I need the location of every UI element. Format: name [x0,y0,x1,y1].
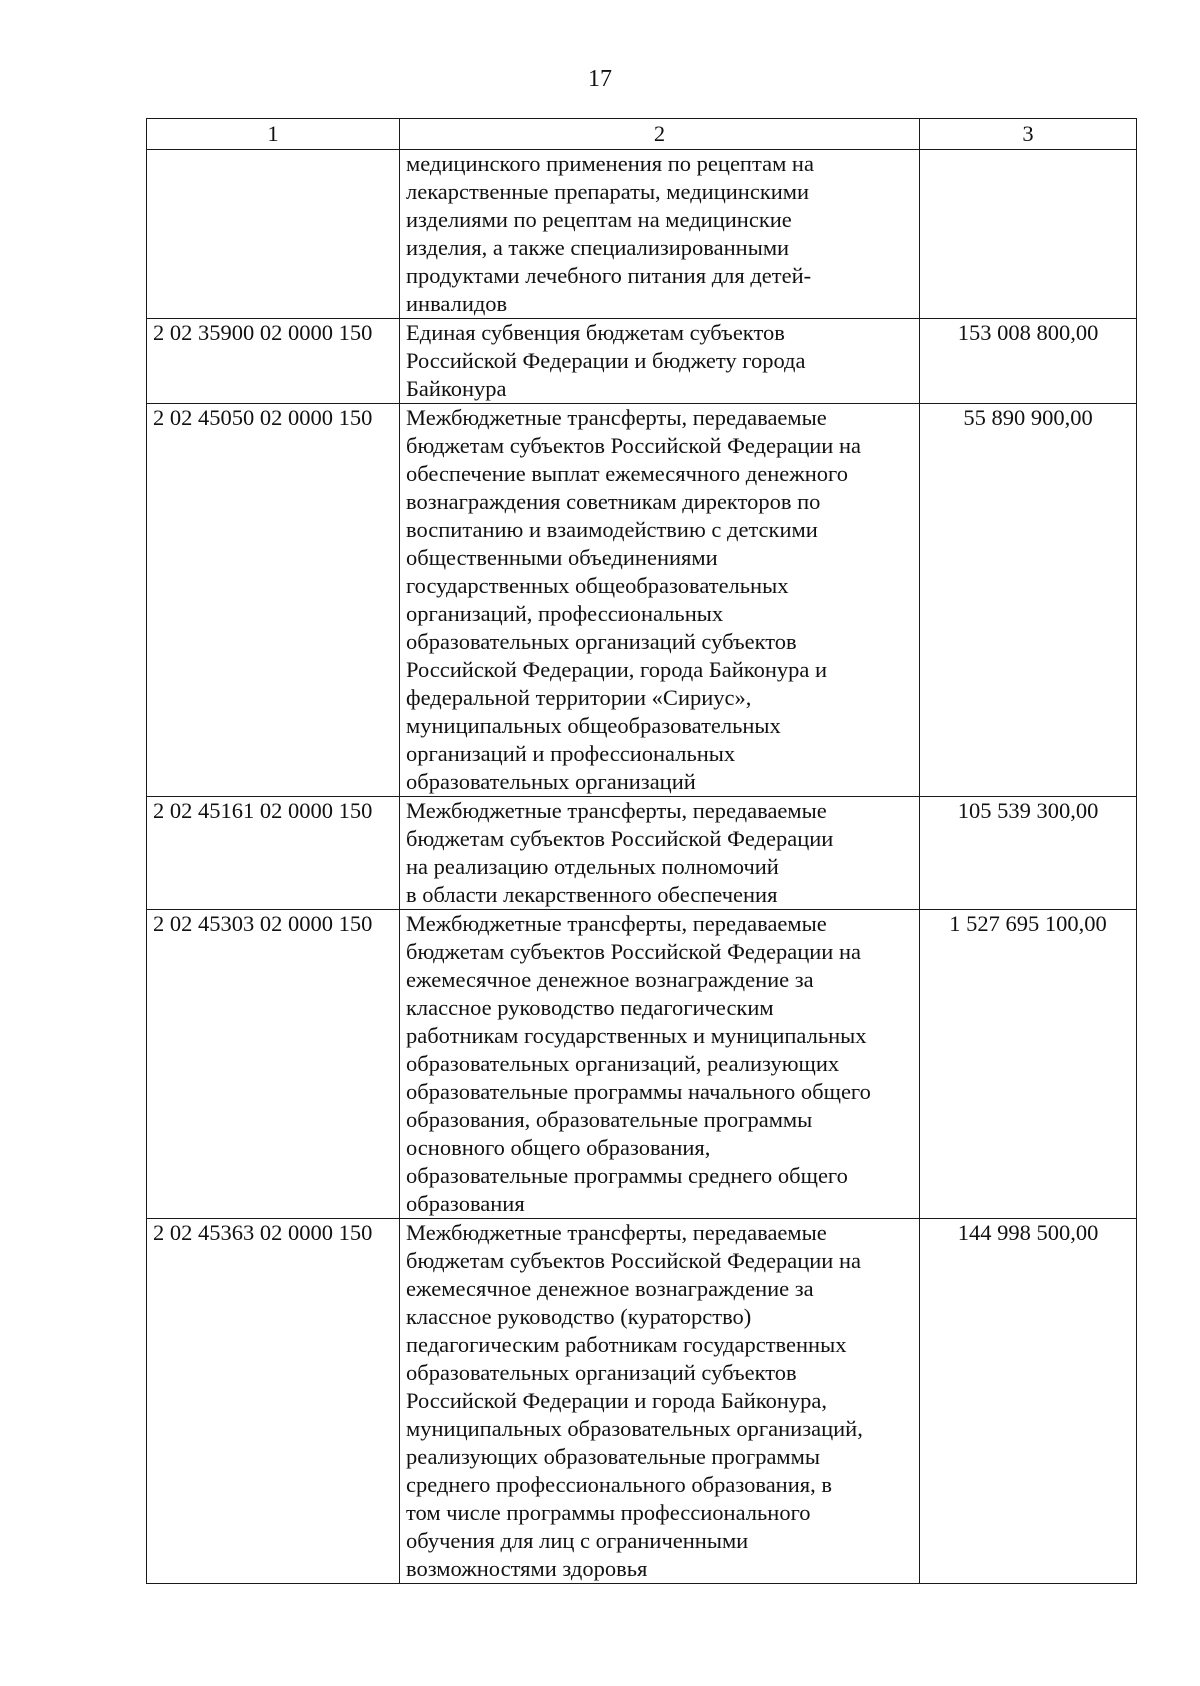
description-line: возможностями здоровья [406,1556,648,1581]
description-line: общественными объединениями [406,545,718,570]
description-line: вознаграждения советникам директоров по [406,489,821,514]
description-line: обеспечение выплат ежемесячного денежного [406,461,848,486]
column-header-amount: 3 [920,119,1137,150]
description-cell [400,404,920,797]
description-line: продуктами лечебного питания для детей- [406,263,812,288]
budget-code-cell: 2 02 45303 02 0000 150 [147,910,400,1219]
description-line: образовательные программы среднего общего [406,1163,848,1188]
table-header-row [147,119,1137,150]
description-line: Российской Федерации и бюджету города [406,348,806,373]
description-line: классное руководство (кураторство) [406,1304,752,1329]
description-line: образовательных организаций субъектов [406,1360,797,1385]
description-cell [400,910,920,1219]
amount-cell: 55 890 900,00 [920,404,1137,797]
description-line: на реализацию отдельных полномочий [406,854,779,879]
description-line: образования [406,1191,525,1216]
description-cell [400,1219,920,1584]
description-line: образования, образовательные программы [406,1107,813,1132]
description-line: Межбюджетные трансферты, передаваемые [406,798,827,823]
description-line: образовательных организаций [406,769,696,794]
amount-cell [920,150,1137,319]
budget-code-cell: 2 02 35900 02 0000 150 [147,319,400,404]
budget-code-cell: 2 02 45161 02 0000 150 [147,797,400,910]
description-line: Единая субвенция бюджетам субъектов [406,320,785,345]
description-line: Межбюджетные трансферты, передаваемые [406,405,827,430]
description-line: бюджетам субъектов Российской Федерации на [406,1248,861,1273]
description-line: ежемесячное денежное вознаграждение за [406,1276,814,1301]
description-line: муниципальных образовательных организаций, [406,1416,863,1441]
description-line: федеральной территории «Сириус», [406,685,752,710]
column-header-code: 1 [147,119,400,150]
description-line: медицинского применения по рецептам на [406,151,814,176]
description-line: бюджетам субъектов Российской Федерации на [406,939,861,964]
table-row [147,910,1137,1219]
budget-code-cell: 2 02 45363 02 0000 150 [147,1219,400,1584]
description-cell [400,797,920,910]
description-line: обучения для лиц с ограниченными [406,1528,749,1553]
amount-cell: 144 998 500,00 [920,1219,1137,1584]
budget-code-cell: 2 02 45050 02 0000 150 [147,404,400,797]
table-row [147,404,1137,797]
description-line: образовательных организаций, реализующих [406,1051,840,1076]
description-line: организаций и профессиональных [406,741,736,766]
amount-cell: 153 008 800,00 [920,319,1137,404]
description-line: среднего профессионального образования, в [406,1472,832,1497]
description-line: основного общего образования, [406,1135,711,1160]
description-line: Российской Федерации, города Байконура и [406,657,828,682]
description-line: в области лекарственного обеспечения [406,882,778,907]
page-number: 17 [588,66,612,92]
description-line: ежемесячное денежное вознаграждение за [406,967,814,992]
description-line: изделиями по рецептам на медицинские [406,207,792,232]
table-row [147,319,1137,404]
column-header-description: 2 [400,119,920,150]
description-line: Российской Федерации и города Байконура, [406,1388,828,1413]
table-row [147,797,1137,910]
description-line: образовательных организаций субъектов [406,629,797,654]
description-line: Межбюджетные трансферты, передаваемые [406,1220,827,1245]
description-line: муниципальных общеобразовательных [406,713,781,738]
description-line: воспитанию и взаимодействию с детскими [406,517,818,542]
description-line: работникам государственных и муниципальных [406,1023,867,1048]
table-row [147,150,1137,319]
description-line: государственных общеобразовательных [406,573,789,598]
description-line: организаций, профессиональных [406,601,724,626]
budget-table [146,118,1137,1584]
description-line: том числе программы профессионального [406,1500,811,1525]
description-line: изделия, а также специализированными [406,235,790,260]
description-line: Межбюджетные трансферты, передаваемые [406,911,827,936]
table-body [147,150,1137,1584]
description-cell [400,319,920,404]
description-line: инвалидов [406,291,508,316]
description-line: педагогическим работникам государственных [406,1332,847,1357]
description-line: классное руководство педагогическим [406,995,774,1020]
description-line: лекарственные препараты, медицинскими [406,179,810,204]
description-line: бюджетам субъектов Российской Федерации [406,826,834,851]
table-row [147,1219,1137,1584]
description-line: Байконура [406,376,507,401]
amount-cell: 105 539 300,00 [920,797,1137,910]
description-cell [400,150,920,319]
description-line: реализующих образовательные программы [406,1444,821,1469]
amount-cell: 1 527 695 100,00 [920,910,1137,1219]
description-line: бюджетам субъектов Российской Федерации на [406,433,861,458]
description-line: образовательные программы начального общего [406,1079,871,1104]
budget-code-cell [147,150,400,319]
